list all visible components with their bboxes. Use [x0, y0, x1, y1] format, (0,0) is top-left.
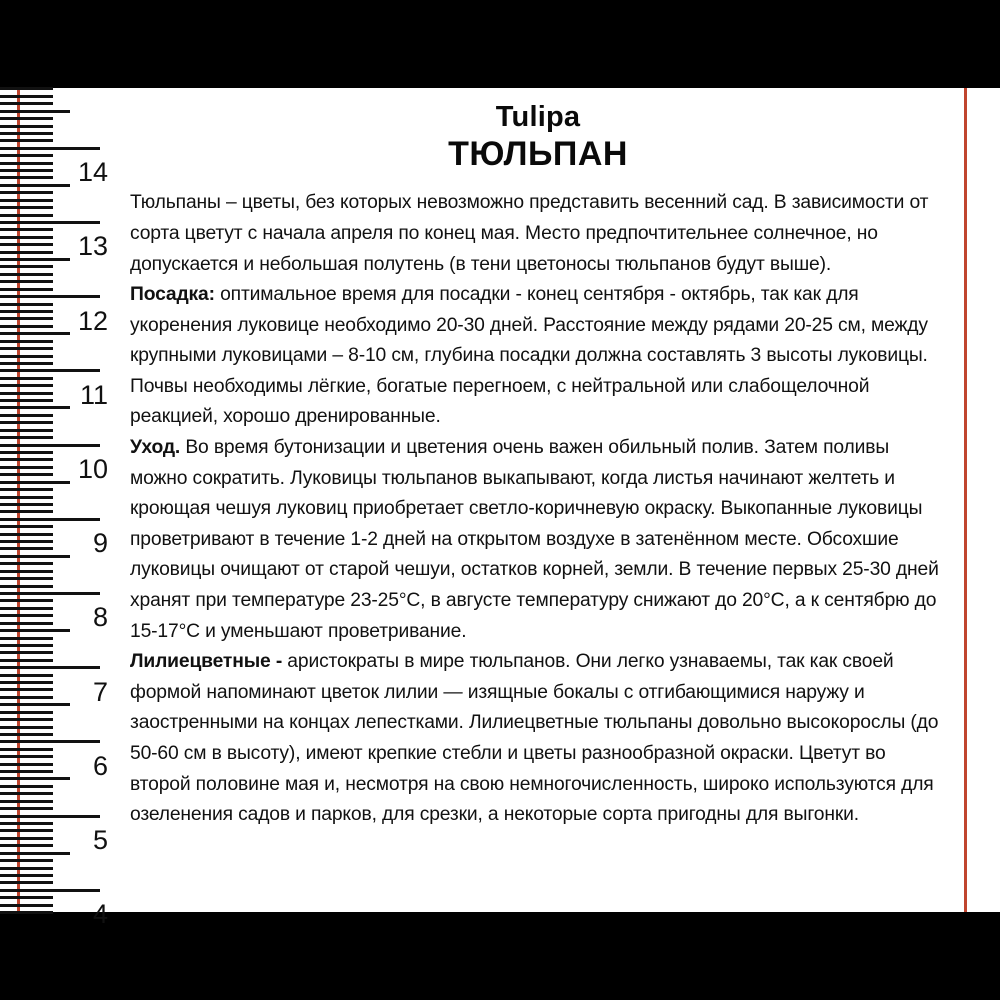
ruler-tick-minor	[0, 392, 53, 395]
ruler-tick-minor	[0, 473, 53, 476]
ruler-tick-minor	[0, 859, 53, 862]
ruler-tick-minor	[0, 867, 53, 870]
ruler-tick-minor	[0, 837, 53, 840]
ruler-tick-minor	[0, 191, 53, 194]
ruler-tick-minor	[0, 488, 53, 491]
ruler-tick-minor	[0, 785, 53, 788]
title-latin: Tulipa	[495, 101, 581, 133]
ruler-tick-minor	[0, 280, 53, 283]
ruler-tick-minor	[0, 214, 53, 217]
heading-planting: Посадка:	[130, 284, 215, 306]
ruler-tick-major	[0, 740, 100, 743]
ruler-tick-minor	[0, 451, 53, 454]
ruler-tick-minor	[0, 102, 53, 105]
ruler-tick-minor	[0, 904, 53, 907]
ruler-tick-minor	[0, 659, 53, 662]
ruler-tick-minor	[0, 303, 53, 306]
ruler-tick-minor	[0, 599, 53, 602]
ruler-tick-minor	[0, 399, 53, 402]
ruler-tick-minor	[0, 651, 53, 654]
text-care: Во время бутонизации и цветения очень важен обильный полив. Затем поливы можно сократить. Луковицы тюльпанов выкапывают, когда листья начинают желтеть и кроющая чешуя луковиц приобретает светло-коричневую окраску. Выкопанные луковицы проветривают в течение 1-2 дней на открытом воздухе в затенённом месте. Обсохшие луковицы очищают от старой чешуи, остатков корней, земли. В течение первых 25-30 дней хранят при температуре 23-25°С, в августе температуру снижают до 20°С, а к сентябрю до 15-17°С и уменьшают проветривание.	[130, 437, 939, 642]
paragraph-intro: Тюльпаны – цветы, без которых невозможно представить весенний сад. В зависимости от сорта цветут с начала апреля по конец мая. Место предпочтительнее солнечное, но допускается и небольшая полутень (в тени цветоносы тюльпанов будут выше).	[130, 192, 929, 275]
ruler-tick-minor	[0, 718, 53, 721]
ruler-tick-minor	[0, 562, 53, 565]
ruler-tick-minor	[0, 384, 53, 387]
ruler-tick-minor	[0, 696, 53, 699]
ruler-tick-minor	[0, 510, 53, 513]
ruler-tick-major	[0, 518, 100, 521]
paragraph-care	[130, 433, 946, 647]
ruler-tick-minor	[0, 362, 53, 365]
ruler-tick-minor	[0, 154, 53, 157]
ruler-label-4: 4	[92, 899, 108, 930]
ruler-tick-minor	[0, 770, 53, 773]
ruler-tick-major	[0, 295, 100, 298]
ruler-tick-minor	[0, 421, 53, 424]
ruler-tick-major	[0, 666, 100, 669]
ruler-tick-minor	[0, 228, 53, 231]
ruler-label-9: 9	[92, 528, 108, 559]
ruler-tick-major	[0, 147, 100, 150]
ruler-label-12: 12	[77, 305, 108, 336]
content-column	[130, 100, 946, 831]
ruler-tick-minor	[0, 466, 53, 469]
ruler-tick-minor	[0, 726, 53, 729]
ruler-tick-minor	[0, 755, 53, 758]
letterbox-bar-top	[0, 0, 1000, 88]
ruler-tick-minor	[0, 436, 53, 439]
ruler-tick-minor	[0, 132, 53, 135]
title-russian: ТЮЛЬПАН	[448, 135, 628, 174]
ruler-tick-minor	[0, 577, 53, 580]
ruler-tick-minor	[0, 414, 53, 417]
heading-care: Уход.	[130, 437, 181, 459]
ruler-tick-minor	[0, 807, 53, 810]
ruler-tick-minor	[0, 288, 53, 291]
ruler-label-14: 14	[77, 157, 108, 188]
ruler-tick-minor	[0, 377, 53, 380]
ruler-tick-minor	[0, 763, 53, 766]
ruler-tick-minor	[0, 829, 53, 832]
ruler-tick-minor	[0, 429, 53, 432]
ruler-tick-minor	[0, 674, 53, 677]
ruler-tick-major	[0, 221, 100, 224]
ruler-tick-minor	[0, 792, 53, 795]
paragraph-planting	[130, 280, 946, 433]
right-red-guide-line	[964, 88, 967, 912]
ruler-tick-minor	[0, 614, 53, 617]
ruler-tick-minor	[0, 317, 53, 320]
ruler-tick-half	[0, 110, 70, 113]
ruler-tick-minor	[0, 800, 53, 803]
ruler-tick-minor	[0, 503, 53, 506]
ruler-tick-minor	[0, 125, 53, 128]
ruler-label-7: 7	[92, 676, 108, 707]
text-lily-flowered: аристократы в мире тюльпанов. Они легко узнаваемы, так как своей формой напоминают цветок лилии — изящные бокалы с отгибающимися наружу и заостренными на концах лепестками. Лилиецветные тюльпаны довольно высокорослы (до 50-60 см в высоту), имеют крепкие стебли и цветы разнообразной окраски. Цветут во второй половине мая и, несмотря на свою немногочисленность, широко используются для озеленения садов и парков, для срезки, а некоторые сорта пригодны для выгонки.	[130, 651, 939, 826]
ruler-tick-minor	[0, 822, 53, 825]
paragraph-lily-flowered	[130, 647, 946, 831]
ruler-tick-minor	[0, 570, 53, 573]
ruler-tick-minor	[0, 87, 53, 90]
ruler-tick-minor	[0, 236, 53, 239]
ruler-tick-minor	[0, 748, 53, 751]
ruler-tick-minor	[0, 585, 53, 588]
ruler-tick-major	[0, 889, 100, 892]
ruler-tick-minor	[0, 347, 53, 350]
ruler-tick-minor	[0, 325, 53, 328]
ruler-tick-minor	[0, 547, 53, 550]
ruler-tick-minor	[0, 896, 53, 899]
ruler-tick-minor	[0, 243, 53, 246]
ruler-tick-minor	[0, 458, 53, 461]
ruler-tick-major	[0, 815, 100, 818]
letterbox-bar-bottom	[0, 912, 1000, 1000]
ruler-tick-minor	[0, 162, 53, 165]
title-block	[130, 100, 946, 174]
ruler-tick-minor	[0, 607, 53, 610]
ruler-tick-minor	[0, 273, 53, 276]
ruler-tick-minor	[0, 540, 53, 543]
ruler-tick-minor	[0, 681, 53, 684]
ruler-tick-minor	[0, 117, 53, 120]
ruler-tick-minor	[0, 622, 53, 625]
ruler-label-6: 6	[92, 750, 108, 781]
ruler-tick-minor	[0, 355, 53, 358]
ruler-tick-minor	[0, 637, 53, 640]
ruler-tick-minor	[0, 533, 53, 536]
ruler-tick-minor	[0, 176, 53, 179]
vertical-centimeter-ruler	[0, 88, 120, 930]
ruler-tick-minor	[0, 199, 53, 202]
ruler-tick-minor	[0, 911, 53, 914]
ruler-tick-minor	[0, 169, 53, 172]
ruler-tick-minor	[0, 688, 53, 691]
ruler-tick-minor	[0, 644, 53, 647]
ruler-label-5: 5	[92, 824, 108, 855]
ruler-tick-minor	[0, 139, 53, 142]
ruler-tick-minor	[0, 733, 53, 736]
heading-lily-flowered: Лилиецветные -	[130, 651, 283, 673]
ruler-tick-major	[0, 592, 100, 595]
text-planting: оптимальное время для посадки - конец сентября - октябрь, так как для укоренения луковице необходимо 20-30 дней. Расстояние между рядами 20-25 см, между крупными луковицами – 8-10 см, глубина посадки должна составлять 3 высоты луковицы. Почвы необходимы лёгкие, богатые перегноем, с нейтральной или слабощелочной реакцией, хорошо дренированные.	[130, 284, 928, 428]
ruler-tick-minor	[0, 340, 53, 343]
ruler-tick-minor	[0, 711, 53, 714]
ruler-tick-major	[0, 369, 100, 372]
ruler-label-11: 11	[79, 379, 108, 410]
ruler-tick-minor	[0, 844, 53, 847]
ruler-label-10: 10	[77, 453, 108, 484]
ruler-label-8: 8	[92, 602, 108, 633]
ruler-label-13: 13	[77, 231, 108, 262]
ruler-tick-minor	[0, 496, 53, 499]
ruler-tick-minor	[0, 251, 53, 254]
ruler-tick-minor	[0, 874, 53, 877]
ruler-tick-minor	[0, 206, 53, 209]
ruler-tick-minor	[0, 95, 53, 98]
ruler-tick-major	[0, 444, 100, 447]
ruler-tick-minor	[0, 265, 53, 268]
ruler-tick-minor	[0, 525, 53, 528]
ruler-red-guide-line	[17, 88, 20, 912]
ruler-tick-minor	[0, 310, 53, 313]
ruler-tick-minor	[0, 881, 53, 884]
